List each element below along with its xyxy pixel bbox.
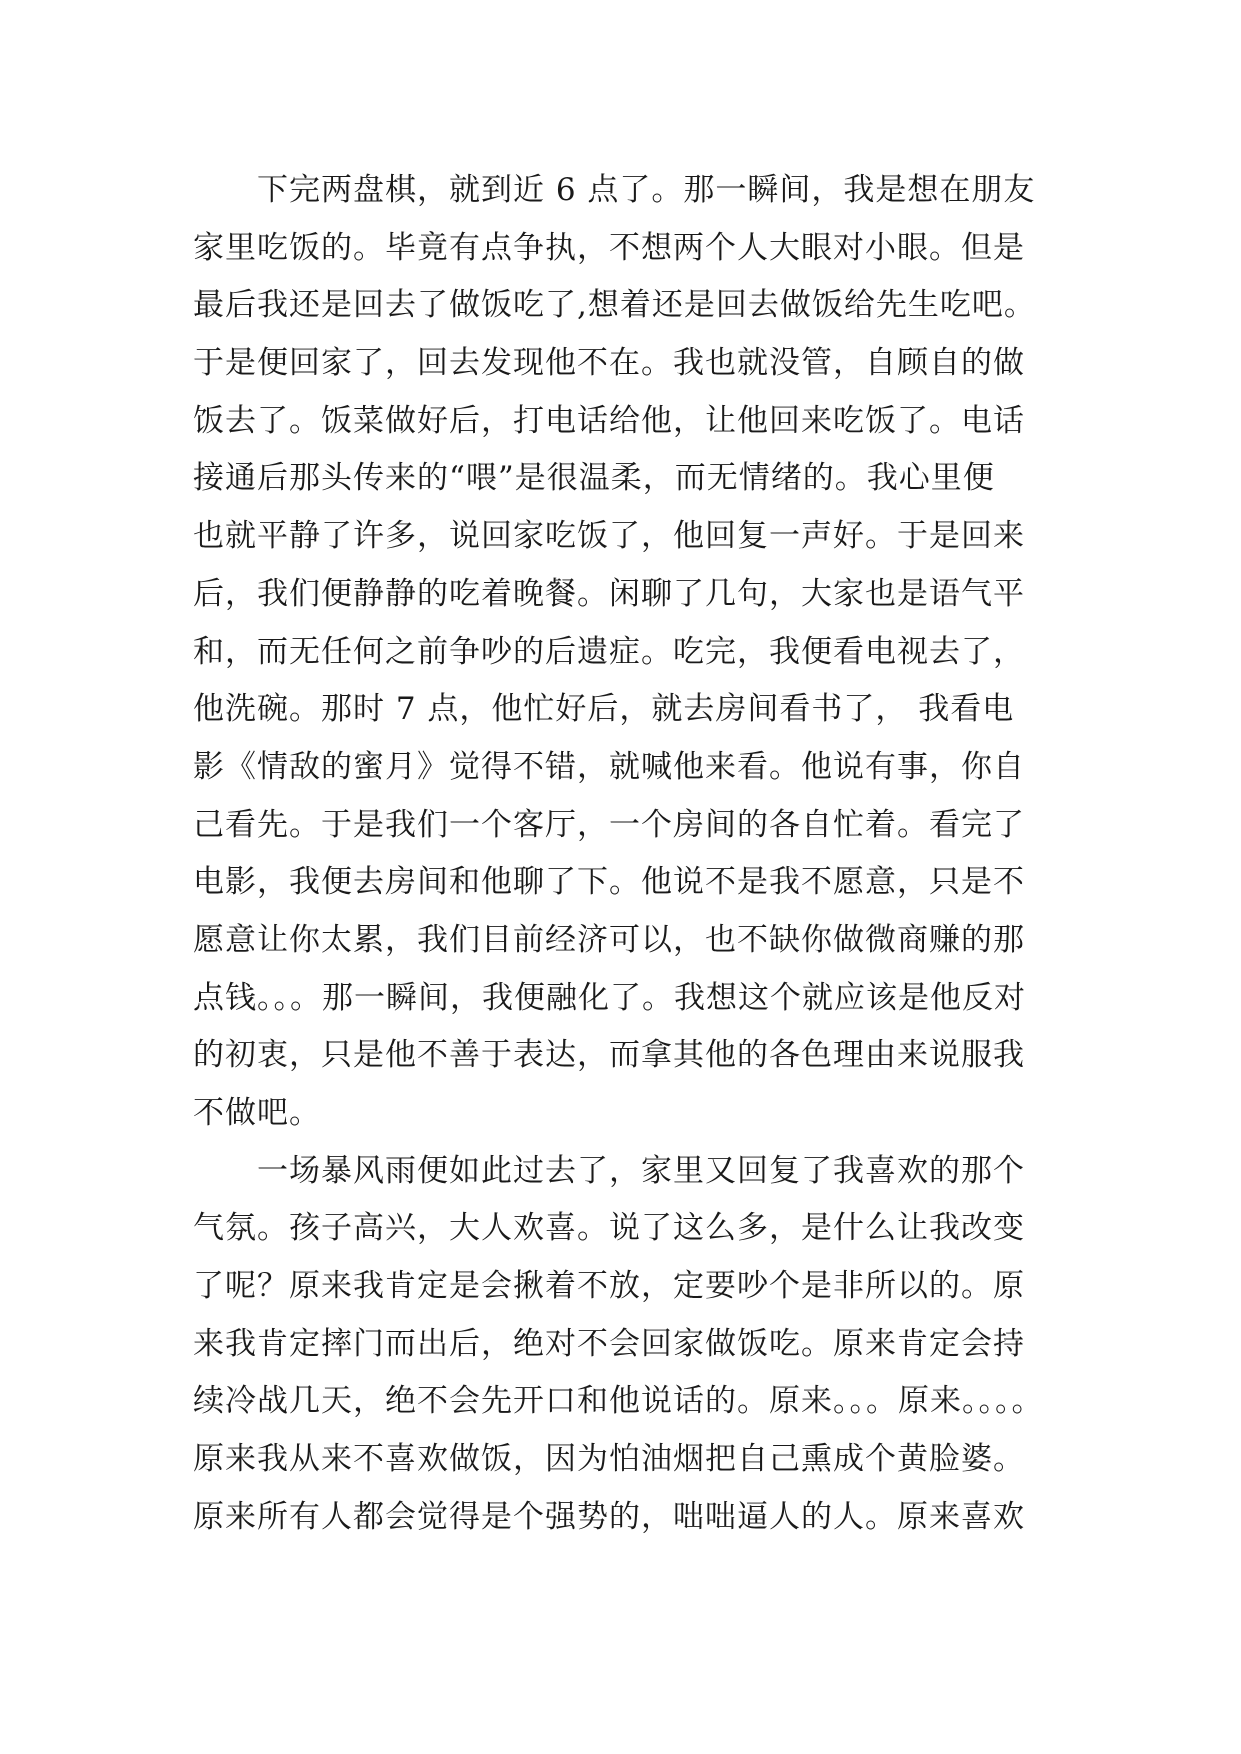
paragraph-1-line: 也就平静了许多，说回家吃饭了，他回复一声好。于是回来 [193,518,1025,555]
paragraph-1-line: 饭去了。饭菜做好后，打电话给他，让他回来吃饭了。电话 [193,402,1025,439]
paragraph-2-line: 来我肯定摔门而出后，绝对不会回家做饭吃。原来肯定会持 [193,1325,1025,1362]
paragraph-1-line: 最后我还是回去了做饭吃了,想着还是回去做饭给先生吃吧。 [193,287,1036,324]
paragraph-2-line: 原来我从来不喜欢做饭，因为怕油烟把自己熏成个黄脸婆。 [193,1441,1025,1478]
paragraph-2-line: 了呢？原来我肯定是会揪着不放，定要吵个是非所以的。原 [193,1268,1025,1305]
paragraph-1-line: 后，我们便静静的吃着晚餐。闲聊了几句，大家也是语气平 [193,575,1025,612]
paragraph-1-line: 家里吃饭的。毕竟有点争执，不想两个人大眼对小眼。但是 [193,229,1025,266]
paragraph-1-line: 己看先。于是我们一个客厅，一个房间的各自忙着。看完了 [193,806,1025,843]
paragraph-1-line: 点钱。。。那一瞬间，我便融化了。我想这个就应该是他反对 [193,979,1026,1016]
paragraph-1-line: 影《情敌的蜜月》觉得不错，就喊他来看。他说有事，你自 [193,748,1025,785]
paragraph-1-line: 不做吧。 [193,1095,321,1131]
paragraph-1-line: 他洗碗。那时 7 点，他忙好后，就去房间看书了， 我看电 [193,691,1015,728]
paragraph-1-line: 于是便回家了，回去发现他不在。我也就没管，自顾自的做 [193,345,1025,382]
paragraph-2-line: 续冷战几天，绝不会先开口和他说话的。原来。。。原来。。。。 [193,1383,1044,1420]
paragraph-2-line: 气氛。孩子高兴，大人欢喜。说了这么多，是什么让我改变 [193,1210,1025,1247]
paragraph-1-line: 和，而无任何之前争吵的后遗症。吃完，我便看电视去了， [193,633,1025,670]
paragraph-1-line: 下完两盘棋，就到近 6 点了。那一瞬间，我是想在朋友 [257,172,1036,208]
paragraph-1-line: 电影，我便去房间和他聊了下。他说不是我不愿意，只是不 [193,864,1025,901]
document-body [193,162,1073,1547]
paragraph-1-line: 愿意让你太累，我们目前经济可以，也不缺你做微商赚的那 [193,921,1025,958]
paragraph-2-line: 一场暴风雨便如此过去了，家里又回复了我喜欢的那个 [257,1152,1025,1189]
paragraph-2-line: 原来所有人都会觉得是个强势的，咄咄逼人的人。原来喜欢 [193,1498,1025,1535]
paragraph-1-line: 的初衷，只是他不善于表达，而拿其他的各色理由来说服我 [193,1037,1025,1074]
paragraph-1-line: 接通后那头传来的“喂”是很温柔，而无情绪的。我心里便 [193,460,995,497]
